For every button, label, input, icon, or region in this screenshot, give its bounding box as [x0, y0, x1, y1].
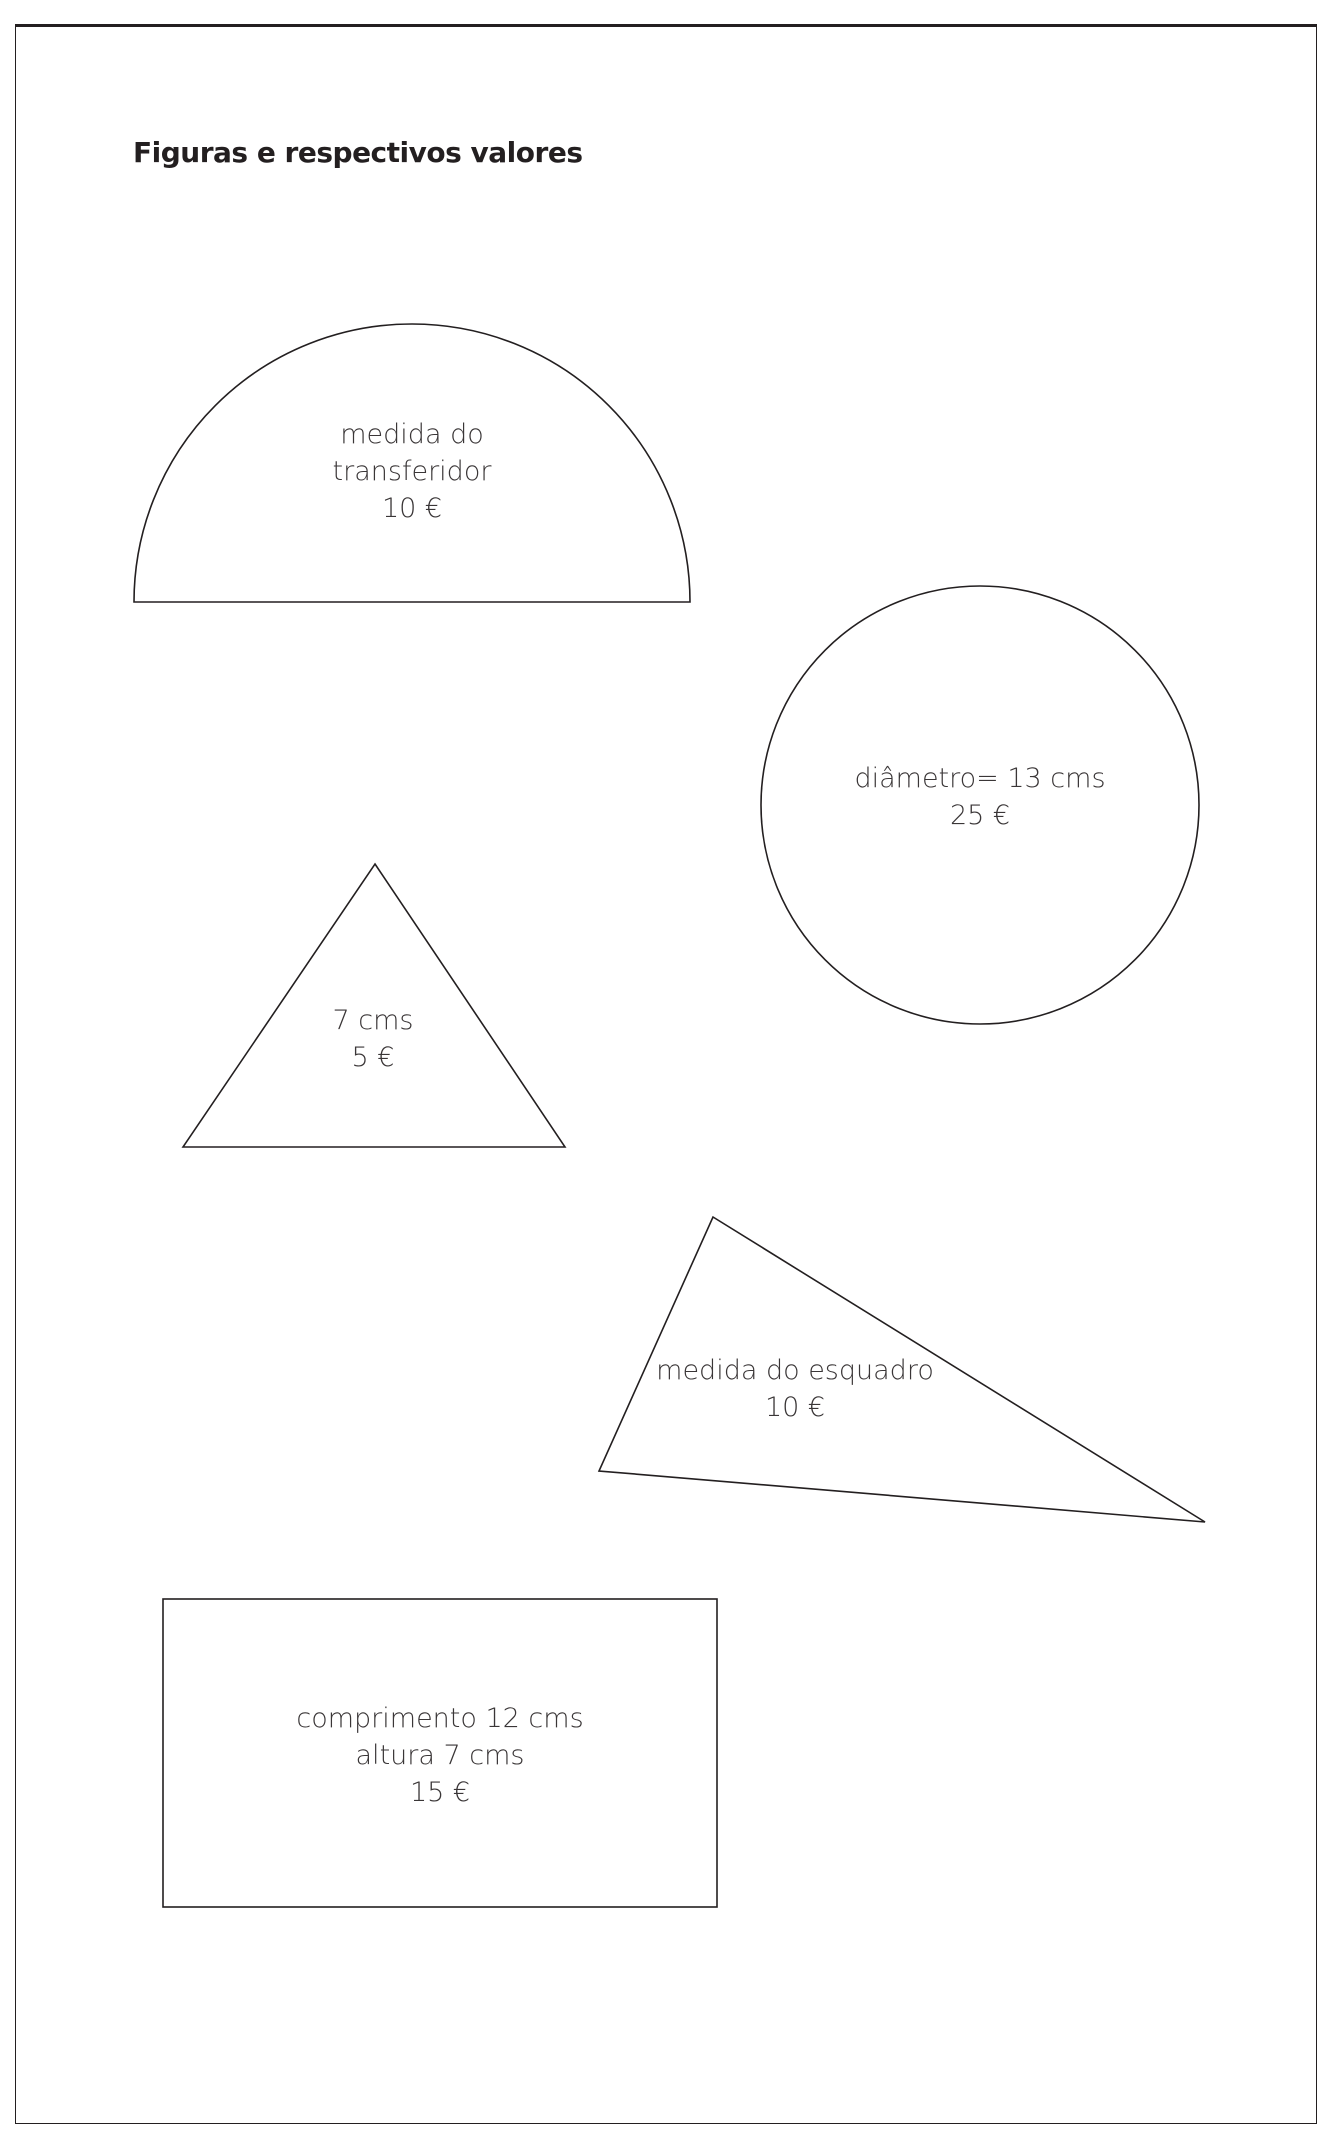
rectangle-label-line-2: altura 7 cms — [355, 1740, 525, 1771]
triangle-label-line-2: 5 € — [351, 1042, 395, 1073]
semicircle-label-line-3: 10 € — [381, 493, 443, 524]
set-square-label — [645, 1352, 945, 1426]
circle-label — [830, 760, 1130, 834]
set-square-label-line-1: medida do esquadro — [656, 1355, 934, 1386]
triangle-label — [293, 1002, 453, 1076]
rectangle-label-line-3: 15 € — [409, 1777, 471, 1808]
circle-label-line-2: 25 € — [949, 800, 1011, 831]
rectangle-label-line-1: comprimento 12 cms — [296, 1703, 584, 1734]
triangle-label-line-1: 7 cms — [332, 1005, 414, 1036]
semicircle-label-line-2: transferidor — [332, 456, 492, 487]
circle-label-line-1: diâmetro= 13 cms — [854, 763, 1106, 794]
semicircle-label-line-1: medida do — [340, 419, 484, 450]
set-square-label-line-2: 10 € — [764, 1392, 826, 1423]
semicircle-label — [312, 416, 512, 527]
rectangle-label — [290, 1700, 590, 1811]
page-title: Figuras e respectivos valores — [133, 136, 583, 169]
